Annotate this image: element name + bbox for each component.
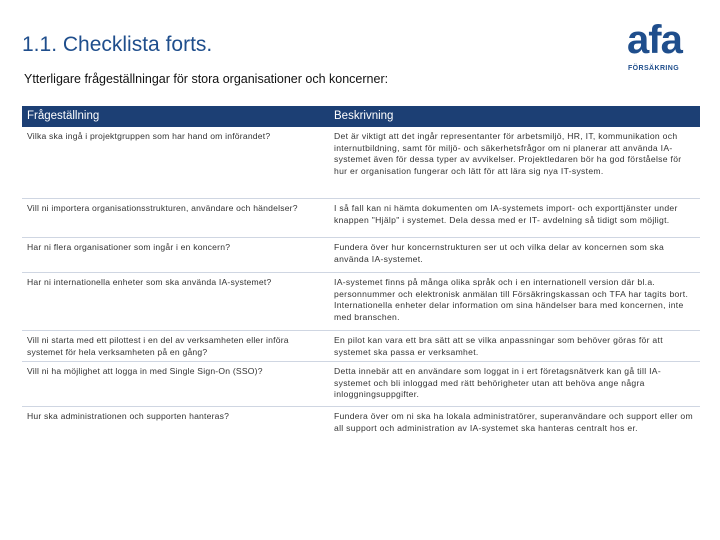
checklist-table (22, 106, 700, 455)
table-row (22, 199, 700, 238)
question-cell: Hur ska administrationen och supporten hanteras? (27, 411, 230, 421)
table-row (22, 407, 700, 455)
logo-sub: FÖRSÄKRING (628, 65, 680, 72)
page-subtitle: Ytterligare frågeställningar för stora organisationer och koncerner: (24, 72, 389, 86)
column-header-description: Beskrivning (334, 109, 394, 122)
question-cell: Har ni flera organisationer som ingår i en koncern? (27, 242, 231, 252)
afa-logo (627, 18, 689, 76)
table-row (22, 238, 700, 273)
table-row (22, 331, 700, 362)
description-cell: I så fall kan ni hämta dokumenten om IA-systemets import- och exporttjänster under knappen "Hjälp" i systemet. Dela dessa med er IT- avdelning så tidigt som möjligt. (334, 203, 678, 225)
logo-word: afa (627, 18, 682, 62)
question-cell: Vill ni importera organisationsstrukturen, användare och händelser? (27, 203, 298, 213)
description-cell: Detta innebär att en användare som loggat in i ert företagsnätverk kan gå till IA-systemet och bli inloggad med rätt behörigheter utan att behöva ange några inloggningsuppgifter. (334, 366, 661, 400)
description-cell: Fundera över hur koncernstrukturen ser ut och vilka delar av koncernen som ska använda IA-systemet. (334, 242, 665, 264)
description-cell: Fundera över om ni ska ha lokala administratörer, superanvändare och support eller om all support och administration av IA-systemet ska hanteras centralt hos er. (334, 411, 693, 433)
description-cell: Det är viktigt att det ingår representanter för arbetsmiljö, HR, IT, kommunikation och internutbildning, samt för miljö- och säkerhetsfrågor om ni planerar att använda IA-systemet även för dessa typer av avvikelser. Projektledaren bör ha god förståelse för hur er organisation fungerar och lätt för att lära sig nya IT-system. (334, 131, 682, 176)
question-cell: Vill ni starta med ett pilottest i en del av verksamheten eller införa systemet för hela verksamheten på en gång? (27, 335, 289, 357)
table-row (22, 362, 700, 407)
question-cell: Vilka ska ingå i projektgruppen som har hand om införandet? (27, 131, 271, 141)
table-row (22, 127, 700, 199)
table-row (22, 273, 700, 331)
table-header (22, 106, 700, 127)
column-header-question: Frågeställning (27, 109, 100, 122)
description-cell: IA-systemet finns på många olika språk och i en internationell version där bl.a. personnummer och elektronisk anmälan till Försäkringskassan och TFA har tagits bort. Internationella enheter delar information om sina händelser bara med koncernen, inte med branschen. (334, 277, 689, 322)
description-cell: En pilot kan vara ett bra sätt att se vilka anpassningar som behöver göras för att systemet ska passa er verksamhet. (334, 335, 663, 357)
page-title: 1.1. Checklista forts. (22, 33, 213, 56)
question-cell: Har ni internationella enheter som ska använda IA-systemet? (27, 277, 272, 287)
question-cell: Vill ni ha möjlighet att logga in med Single Sign-On (SSO)? (27, 366, 263, 376)
